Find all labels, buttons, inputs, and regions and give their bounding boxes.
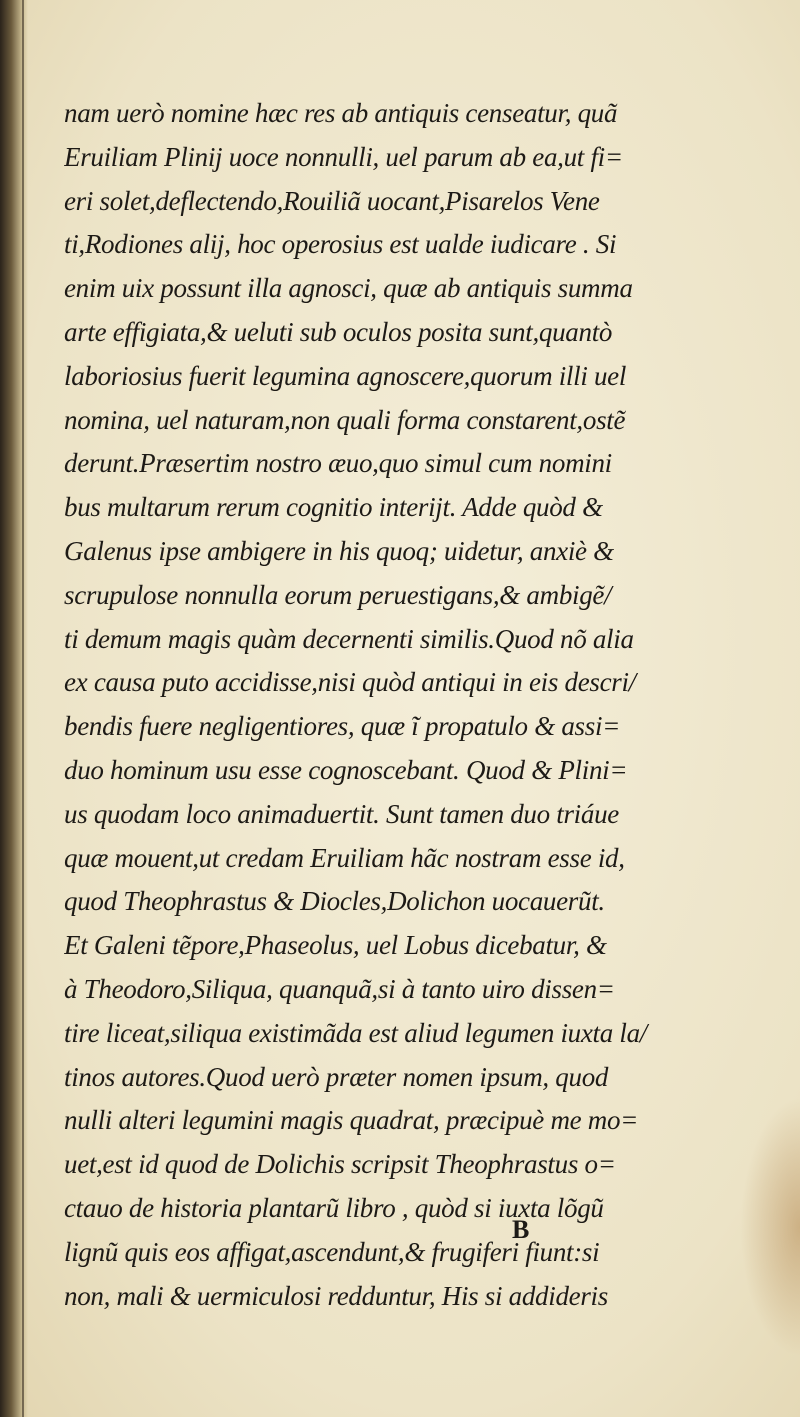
text-line: ex causa puto accidisse,nisi quòd antiqui in eis descri/ (64, 667, 636, 698)
text-line: nam uerò nomine hæc res ab antiquis censeatur, quã (64, 98, 618, 128)
spine-edge (22, 0, 24, 1417)
text-line: arte effigiata,& ueluti sub oculos posita sunt,quantò (64, 316, 613, 347)
text-line: à Theodoro,Siliqua, quanquã,si à tanto uiro dissen= (64, 973, 615, 1004)
text-line: tinos autores.Quod uerò præter nomen ipsum, quod (64, 1061, 609, 1092)
text-line: non, mali & uermiculosi redduntur, His si addideris (64, 1280, 608, 1311)
text-line: bus multarum rerum cognitio interijt. Adde quòd & (64, 492, 603, 523)
text-line: lignũ quis eos affigat,ascendunt,& frugiferi fiunt:si (64, 1236, 600, 1267)
text-line: us quodam loco animaduertit. Sunt tamen duo triáue (64, 798, 619, 829)
text-line: nomina, uel naturam,non quali forma constarent,ostẽ (64, 404, 626, 435)
text-line: ctauo de historia plantarũ libro , quòd si iuxta lõgũ (64, 1192, 604, 1223)
text-line: duo hominum usu esse cognoscebant. Quod & Plini= (64, 754, 628, 785)
text-line: scrupulose nonnulla eorum peruestigans,& ambigẽ/ (64, 579, 612, 610)
text-line: ti,Rodiones alij, hoc operosius est ualde iudicare . Si (64, 229, 617, 260)
text-line: Galenus ipse ambigere in his quoq; uidetur, anxiè & (64, 535, 614, 566)
text-block (64, 92, 704, 1318)
text-line: quæ mouent,ut credam Eruiliam hãc nostram esse id, (64, 842, 625, 873)
text-line: uet,est id quod de Dolichis scripsit Theophrastus o= (64, 1149, 616, 1180)
text-line: enim uix possunt illa agnosci, quæ ab antiquis summa (64, 273, 633, 304)
signature-mark: B (512, 1215, 530, 1244)
text-line: ti demum magis quàm decernenti similis.Quod nõ alia (64, 623, 634, 654)
text-line: laboriosius fuerit legumina agnoscere,quorum illi uel (64, 360, 627, 391)
text-line: derunt.Præsertim nostro æuo,quo simul cum nomini (64, 448, 612, 479)
text-line: eri solet,deflectendo,Rouiliã uocant,Pisarelos Vene (64, 185, 600, 216)
text-line: tire liceat,siliqua existimãda est aliud legumen iuxta la/ (64, 1017, 648, 1048)
text-line: quod Theophrastus & Diocles,Dolichon uocauerũt. (64, 886, 605, 917)
page-stain (740, 1097, 800, 1357)
text-line: bendis fuere negligentiores, quæ ĩ propatulo & assi= (64, 711, 621, 742)
text-line: Et Galeni tẽpore,Phaseolus, uel Lobus dicebatur, & (64, 930, 607, 961)
text-line: nulli alteri legumini magis quadrat, præcipuè me mo= (64, 1105, 639, 1136)
text-line: Eruiliam Plinij uoce nonnulli, uel parum ab ea,ut fi= (64, 141, 623, 172)
